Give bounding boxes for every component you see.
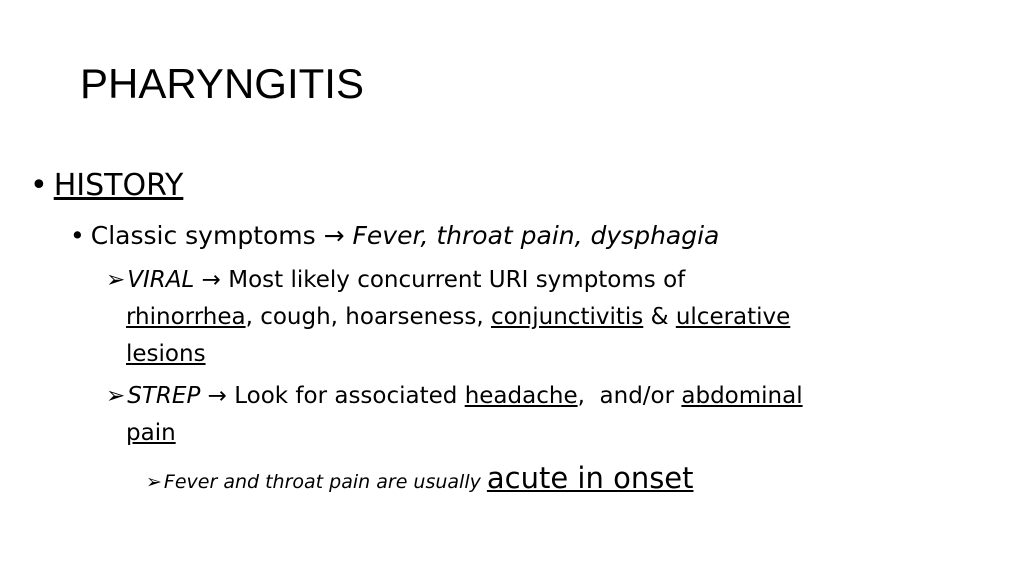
classic-symptoms-detail: Fever, throat pain, dysphagia [352,221,720,250]
viral-separator-2: & [643,304,676,330]
arrowhead-bullet-icon: ➢ [106,383,126,409]
slide-title: PHARYNGITIS [80,60,364,107]
headache-term: headache [464,383,578,409]
viral-label: VIRAL [127,267,195,293]
lesions-term: lesions [126,341,206,367]
fever-note-text: Fever and throat pain are usually [163,471,487,493]
history-heading: HISTORY [53,168,184,203]
viral-line-1 [106,262,685,299]
strep-text: Look for associated [234,383,465,409]
arrow-right-icon: → [323,221,345,250]
conjunctivitis-term: conjunctivitis [490,304,644,330]
strep-line-2 [126,415,176,452]
viral-separator-1: , cough, hoarseness, [245,304,491,330]
classic-symptoms-label: Classic symptoms [90,221,316,250]
arrow-right-icon: → [201,267,221,293]
rhinorrhea-term: rhinorrhea [126,304,246,330]
strep-label: STREP [127,383,201,409]
viral-line-3 [126,336,206,373]
strep-separator: , and/or [577,383,682,409]
arrow-right-icon: → [207,383,227,409]
arrowhead-bullet-icon: ➢ [146,471,162,493]
bullet-history [30,166,183,206]
arrowhead-bullet-icon: ➢ [106,267,126,293]
bullet-dot-icon: • [30,168,48,203]
strep-line-1 [106,378,803,415]
ulcerative-term: ulcerative [675,304,791,330]
viral-text: Most likely concurrent URI symptoms of [228,267,686,293]
fever-note [146,458,694,502]
abdominal-term: abdominal [681,383,803,409]
acute-onset-emphasis: acute in onset [486,461,694,495]
bullet-classic-symptoms [70,218,719,254]
pain-term: pain [126,420,176,446]
viral-line-2 [126,299,790,336]
bullet-dot-icon: • [70,221,85,250]
